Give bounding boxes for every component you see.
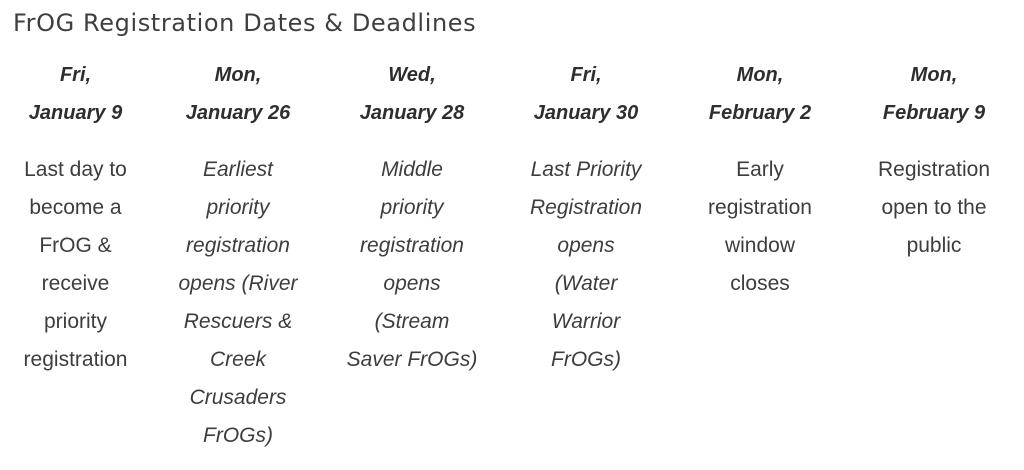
deadline-column xyxy=(0,56,151,455)
deadline-day: January 26 xyxy=(185,102,291,124)
deadline-description xyxy=(325,151,499,379)
description-line: Last day to xyxy=(24,158,127,181)
deadline-description xyxy=(499,151,673,379)
deadline-date xyxy=(0,56,151,132)
deadline-column xyxy=(673,56,847,455)
description-line: open to the xyxy=(881,196,987,219)
description-line: priority xyxy=(380,196,444,219)
deadline-date xyxy=(151,56,325,132)
deadline-date xyxy=(499,56,673,132)
deadline-column xyxy=(847,56,1021,455)
description-line: registration xyxy=(186,234,290,257)
deadline-column xyxy=(499,56,673,455)
deadline-day: February 9 xyxy=(882,102,986,124)
description-line: registration xyxy=(23,348,128,371)
description-line: Crusaders xyxy=(189,386,287,409)
deadline-column xyxy=(151,56,325,455)
description-line: registration xyxy=(708,196,812,219)
description-line: priority xyxy=(206,196,270,219)
deadline-date xyxy=(847,56,1021,132)
description-line: window xyxy=(724,234,796,257)
description-line: FrOGs) xyxy=(203,424,273,447)
description-line: FrOGs) xyxy=(551,348,621,371)
description-line: Last Priority xyxy=(530,158,642,181)
description-line: receive xyxy=(41,272,110,295)
description-line: Early xyxy=(736,158,784,181)
deadline-weekday: Wed, xyxy=(388,64,436,86)
page-title: FrOG Registration Dates & Deadlines xyxy=(13,9,477,37)
description-line: Creek xyxy=(209,348,267,371)
deadline-description xyxy=(151,151,325,455)
deadline-day: January 9 xyxy=(28,102,123,124)
description-line: FrOG & xyxy=(39,234,112,257)
deadline-column xyxy=(325,56,499,455)
deadline-date xyxy=(673,56,847,132)
description-line: Saver FrOGs) xyxy=(346,348,478,371)
description-line: become a xyxy=(29,196,122,219)
deadline-day: February 2 xyxy=(708,102,812,124)
deadline-weekday: Mon, xyxy=(910,64,958,86)
description-line: public xyxy=(906,234,962,257)
description-line: Middle xyxy=(381,158,443,181)
deadline-day: January 28 xyxy=(359,102,465,124)
description-line: Earliest xyxy=(202,158,274,181)
description-line: (Stream xyxy=(374,310,450,333)
description-line: Registration xyxy=(877,158,991,181)
description-line: closes xyxy=(730,272,790,295)
description-line: priority xyxy=(43,310,107,333)
description-line: opens xyxy=(383,272,441,295)
description-line: opens xyxy=(557,234,615,257)
deadline-weekday: Fri, xyxy=(59,64,92,86)
deadline-description xyxy=(0,151,151,379)
description-line: opens (River xyxy=(178,272,298,295)
deadline-description xyxy=(673,151,847,303)
deadline-date xyxy=(325,56,499,132)
description-line: Warrior xyxy=(551,310,621,333)
description-line: Rescuers & xyxy=(183,310,293,333)
deadline-weekday: Mon, xyxy=(736,64,784,86)
deadline-description xyxy=(847,151,1021,265)
deadline-columns xyxy=(0,56,1024,455)
deadline-weekday: Fri, xyxy=(570,64,602,86)
description-line: registration xyxy=(360,234,464,257)
description-line: Registration xyxy=(529,196,643,219)
deadline-day: January 30 xyxy=(533,102,639,124)
deadline-weekday: Mon, xyxy=(214,64,262,86)
description-line: (Water xyxy=(554,272,618,295)
